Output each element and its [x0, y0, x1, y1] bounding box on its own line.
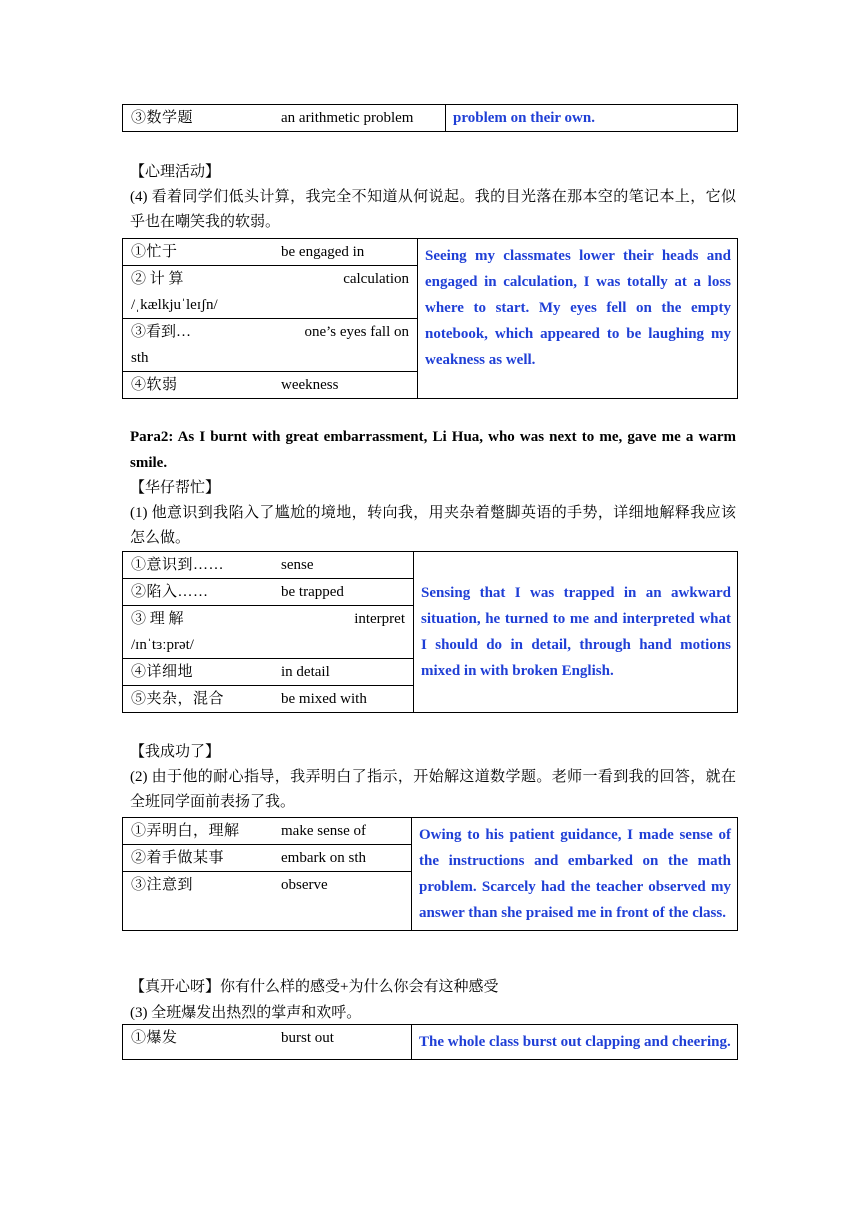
- vocab-row: [123, 659, 413, 686]
- vocab-en: an arithmetic problem: [281, 110, 414, 126]
- vocab-cn: ①爆发: [131, 1030, 178, 1046]
- vocab-table-1: [122, 238, 738, 399]
- vocab-cn: ②着手做某事: [131, 850, 225, 866]
- vocab-row: [123, 686, 413, 712]
- section-title: 【心理活动】: [130, 164, 221, 180]
- vocab-cn: ①弄明白，理解: [131, 823, 240, 839]
- vocab-row: [123, 239, 417, 266]
- answer-cell: Seeing my classmates lower their heads and engaged in calculation, I was totally at a loss where to start. My eyes fell on the empty notebook, which appeared to be laughing my weakness as well.: [418, 239, 738, 399]
- vocab-phonetic: /ˌkælkjuˈleɪʃn/: [131, 297, 218, 313]
- answer-cell: problem on their own.: [446, 105, 738, 132]
- vocab-row: [123, 818, 411, 845]
- vocab-en: be mixed with: [281, 691, 367, 707]
- section-title: 【华仔帮忙】: [130, 480, 221, 496]
- vocab-en: one’s eyes fall on: [304, 324, 409, 340]
- vocab-row: [123, 872, 411, 898]
- vocab-cn: ⑤夹杂，混合: [131, 691, 225, 707]
- vocab-phonetic: /ɪnˈtɜːprət/: [131, 637, 194, 653]
- vocab-cn: ④详细地: [131, 664, 194, 680]
- section-title: 【真开心呀】你有什么样的感受+为什么你会有这种感受: [130, 979, 499, 995]
- vocab-row: [123, 105, 445, 131]
- vocab-row: [123, 319, 417, 372]
- section-prompt: (1) 他意识到我陷入了尴尬的境地，转向我，用夹杂着蹩脚英语的手势，详细地解释我应该怎么做。: [130, 505, 736, 546]
- para2-heading: Para2: As I burnt with great embarrassment, Li Hua, who was next to me, gave me a warm smile.: [130, 429, 736, 471]
- vocab-table-4: [122, 1024, 738, 1060]
- vocab-cn: ②陷入……: [131, 584, 209, 600]
- vocab-cn: ③注意到: [131, 877, 194, 893]
- vocab-en: weekness: [281, 377, 339, 393]
- vocab-row: [123, 1025, 411, 1051]
- vocab-cn: ①忙于: [131, 244, 178, 260]
- vocab-en: observe: [281, 877, 328, 893]
- vocab-cn: ①意识到……: [131, 557, 225, 573]
- vocab-en: burst out: [281, 1030, 334, 1046]
- vocab-table-0: [122, 104, 738, 132]
- section-prompt: (2) 由于他的耐心指导，我弄明白了指示，开始解这道数学题。老师一看到我的回答，就在全班同学面前表扬了我。: [130, 769, 736, 810]
- vocab-row: [123, 845, 411, 872]
- vocab-table-3: [122, 817, 738, 931]
- vocab-extra: sth: [131, 350, 149, 366]
- answer-cell: Sensing that I was trapped in an awkward situation, he turned to me and interpreted what I should do in detail, through hand motions mixed in with broken English.: [414, 552, 738, 713]
- answer-cell: Owing to his patient guidance, I made sense of the instructions and embarked on the math problem. Scarcely had the teacher observed my answer than she praised me in front of the class.: [412, 818, 738, 931]
- vocab-cn: ④软弱: [131, 377, 178, 393]
- vocab-en: calculation: [343, 271, 409, 287]
- vocab-en: be trapped: [281, 584, 344, 600]
- vocab-row: [123, 552, 413, 579]
- vocab-cn: ② 计 算: [131, 271, 184, 287]
- vocab-en: in detail: [281, 664, 330, 680]
- vocab-row: [123, 579, 413, 606]
- vocab-row: [123, 266, 417, 319]
- vocab-en: embark on sth: [281, 850, 366, 866]
- vocab-table-2: [122, 551, 738, 713]
- vocab-en: be engaged in: [281, 244, 365, 260]
- vocab-row: [123, 606, 413, 659]
- section-prompt: (3) 全班爆发出热烈的掌声和欢呼。: [130, 1005, 362, 1021]
- section-title: 【我成功了】: [130, 744, 221, 760]
- vocab-en: make sense of: [281, 823, 366, 839]
- vocab-cn: ③看到…: [131, 324, 192, 340]
- vocab-cn: ③数学题: [131, 110, 194, 126]
- vocab-row: [123, 372, 417, 398]
- section-prompt: (4) 看着同学们低头计算，我完全不知道从何说起。我的目光落在那本空的笔记本上，它似乎也在嘲笑我的软弱。: [130, 189, 736, 230]
- answer-cell: The whole class burst out clapping and cheering.: [412, 1025, 738, 1060]
- vocab-en: sense: [281, 557, 314, 573]
- vocab-en: interpret: [354, 611, 405, 627]
- vocab-cn: ③ 理 解: [131, 611, 184, 627]
